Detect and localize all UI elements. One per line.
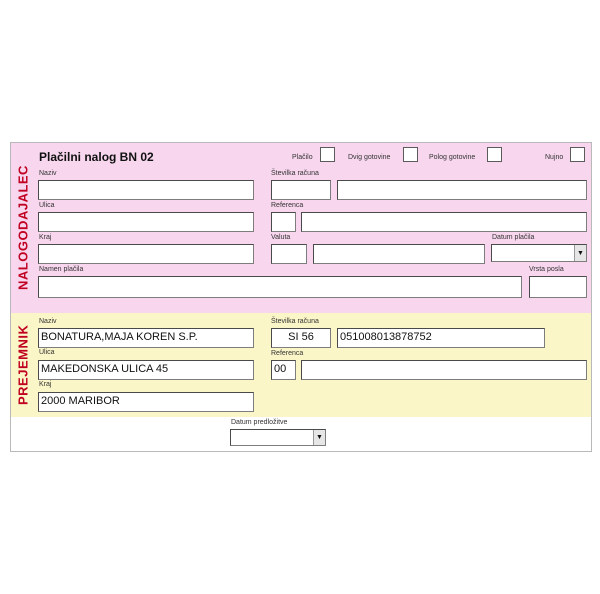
payee-ulica-input[interactable]: MAKEDONSKA ULICA 45 <box>38 360 254 380</box>
payer-kraj-label: Kraj <box>39 234 52 241</box>
vrsta-posla-label: Vrsta posla <box>529 266 564 273</box>
payee-racun-prefix-input[interactable]: SI 56 <box>271 328 331 348</box>
payer-referenca-model-input[interactable] <box>271 212 296 232</box>
nalogodajalec-section <box>11 143 591 313</box>
nujno-label: Nujno <box>545 154 564 161</box>
payer-racun-label: Številka računa <box>271 170 319 177</box>
datum-placila-value <box>492 245 496 261</box>
dvig-gotovine-checkbox[interactable] <box>403 147 418 162</box>
namen-placila-label: Namen plačila <box>39 266 84 273</box>
payer-ulica-label: Ulica <box>39 202 55 209</box>
payee-ulica-label: Ulica <box>39 349 55 356</box>
payer-racun-prefix-input[interactable] <box>271 180 331 200</box>
payer-naziv-input[interactable] <box>38 180 254 200</box>
payer-referenca-label: Referenca <box>271 202 304 209</box>
payment-order-form <box>10 142 592 452</box>
payer-ulica-input[interactable] <box>38 212 254 232</box>
datum-predlozitve-select[interactable] <box>230 429 326 446</box>
payee-referenca-model-input[interactable]: 00 <box>271 360 296 380</box>
footer-section <box>11 417 591 451</box>
namen-placila-input[interactable] <box>38 276 522 298</box>
payer-naziv-label: Naziv <box>39 170 57 177</box>
vrsta-posla-input[interactable] <box>529 276 587 298</box>
prejemnik-section <box>11 313 591 417</box>
form-title: Plačilni nalog BN 02 <box>39 150 154 164</box>
polog-gotovine-checkbox[interactable] <box>487 147 502 162</box>
datum-predlozitve-label: Datum predložitve <box>231 419 288 426</box>
datum-placila-select[interactable] <box>491 244 587 262</box>
payee-referenca-label: Referenca <box>271 350 304 357</box>
datum-predlozitve-dropdown-button[interactable] <box>313 430 325 445</box>
payee-naziv-input[interactable]: BONATURA,MAJA KOREN S.P. <box>38 328 254 348</box>
payer-racun-number-input[interactable] <box>337 180 587 200</box>
dvig-gotovine-label: Dvig gotovine <box>348 154 391 161</box>
chevron-down-icon: ▼ <box>316 434 323 441</box>
nalogodajalec-section-label: NALOGODAJALEC <box>15 165 31 291</box>
payee-kraj-label: Kraj <box>39 381 52 388</box>
payee-racun-number-input[interactable]: 051008013878752 <box>337 328 545 348</box>
payee-naziv-label: Naziv <box>39 318 57 325</box>
datum-placila-label: Datum plačila <box>492 234 535 241</box>
polog-gotovine-label: Polog gotovine <box>429 154 476 161</box>
payer-referenca-input[interactable] <box>301 212 587 232</box>
datum-predlozitve-value <box>231 430 235 445</box>
payee-referenca-input[interactable] <box>301 360 587 380</box>
chevron-down-icon: ▼ <box>577 249 584 257</box>
payee-racun-label: Številka računa <box>271 318 319 325</box>
nujno-checkbox[interactable] <box>570 147 585 162</box>
placilo-label: Plačilo <box>292 154 313 161</box>
placilo-checkbox[interactable] <box>320 147 335 162</box>
valuta-amount-input[interactable] <box>313 244 485 264</box>
valuta-code-input[interactable] <box>271 244 307 264</box>
prejemnik-section-label: PREJEMNIK <box>15 324 31 406</box>
valuta-label: Valuta <box>271 234 291 241</box>
datum-placila-dropdown-button[interactable] <box>574 245 586 261</box>
payer-kraj-input[interactable] <box>38 244 254 264</box>
payee-kraj-input[interactable]: 2000 MARIBOR <box>38 392 254 412</box>
